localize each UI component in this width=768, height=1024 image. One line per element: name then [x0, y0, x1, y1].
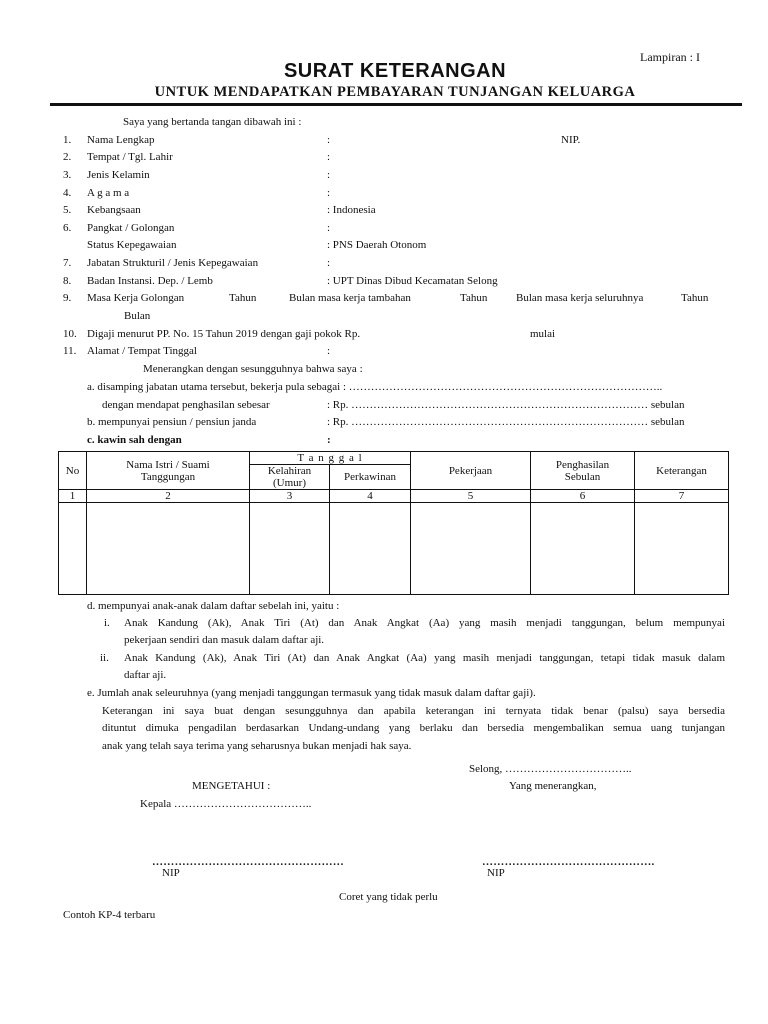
- header-keterangan: Keterangan: [635, 452, 729, 490]
- table-column-numbers: 1 2 3 4 5 6 7: [59, 490, 729, 503]
- place-date: Selong, ……………………………..: [469, 763, 632, 775]
- spouse-table: [58, 451, 729, 595]
- nip-label: NIP.: [561, 134, 581, 146]
- form-code: Contoh KP-4 terbaru: [63, 909, 156, 921]
- yang-menerangkan-label: Yang menerangkan,: [509, 780, 597, 792]
- header-nama: Nama Istri / Suami Tanggungan: [87, 452, 250, 490]
- document-title: SURAT KETERANGAN: [283, 60, 507, 82]
- signature-line-left: ……………………………………………: [152, 856, 345, 868]
- item-d-anak: d. mempunyai anak-anak dalam daftar sebelah ini, yaitu :: [87, 600, 340, 612]
- header-no: No: [59, 452, 87, 490]
- item-e-jumlah-anak: e. Jumlah anak seleuruhnya (yang menjadi tanggungan termasuk yang tidak masuk dalam daftar gaji).: [87, 687, 536, 699]
- nip-left: NIP: [162, 867, 180, 879]
- coret-note: Coret yang tidak perlu: [339, 891, 438, 903]
- header-kelahiran: Kelahiran (Umur): [250, 465, 330, 490]
- header-perkawinan: Perkawinan: [330, 465, 411, 490]
- header-divider: [50, 103, 742, 106]
- nip-right: NIP: [487, 867, 505, 879]
- header-penghasilan: Penghasilan Sebulan: [531, 452, 635, 490]
- item-a-jabatan: a. disamping jabatan utama tersebut, bekerja pula sebagai : …………………………………………………………………………..: [87, 381, 663, 393]
- signature-line-right: ……………………………………….: [482, 856, 655, 868]
- kepala-label: Kepala ………………………………..: [140, 798, 312, 810]
- mengetahui-label: MENGETAHUI :: [192, 780, 271, 792]
- intro-text: Saya yang bertanda tangan dibawah ini :: [123, 116, 302, 128]
- declaration-text: Menerangkan dengan sesungguhnya bahwa saya :: [143, 363, 363, 375]
- table-row: [59, 503, 729, 595]
- header-tanggal: T a n g g a l: [250, 452, 411, 465]
- document-subtitle: UNTUK MENDAPATKAN PEMBAYARAN TUNJANGAN KELUARGA: [154, 84, 636, 100]
- header-pekerjaan: Pekerjaan: [411, 452, 531, 490]
- lampiran-label: Lampiran : I: [640, 50, 700, 64]
